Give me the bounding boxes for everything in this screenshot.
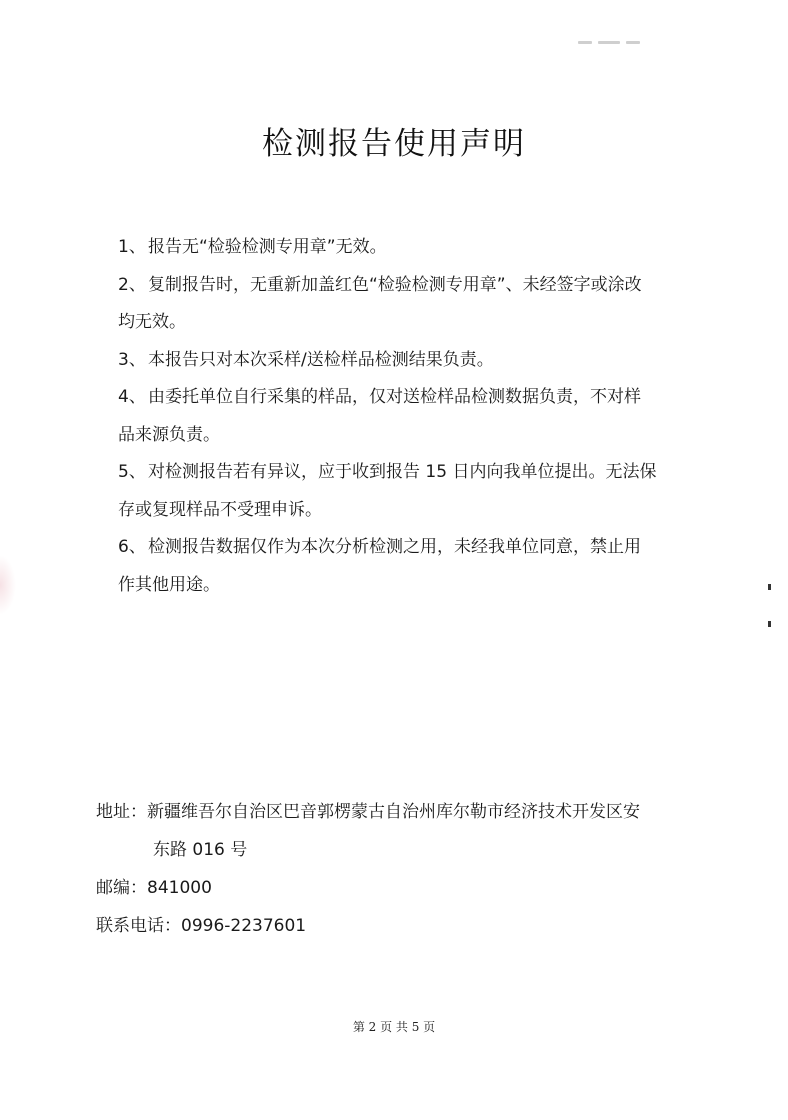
scan-artifact — [598, 41, 620, 44]
clause-continuation — [118, 492, 698, 530]
clause-item — [118, 454, 698, 492]
clause-text: 复制报告时，无重新加盖红色“检验检测专用章”、未经签字或涂改 — [148, 274, 642, 295]
clause-text: 由委托单位自行采集的样品，仅对送检样品检测数据负责，不对样 — [148, 387, 641, 407]
page-number: 第 2 页 共 5 页 — [352, 1020, 436, 1034]
clause-continuation — [118, 567, 698, 605]
clause-number: 4、 — [118, 387, 146, 407]
address-label: 地址： — [96, 802, 147, 822]
clause-text-continued: 存或复现样品不受理申诉。 — [118, 499, 322, 520]
clause-item — [118, 229, 698, 267]
scan-artifact — [626, 41, 640, 44]
clause-text: 检测报告数据仅作为本次分析检测之用，未经我单位同意，禁止用 — [148, 537, 641, 557]
clause-text: 本报告只对本次采样/送检样品检测结果负责。 — [148, 349, 494, 370]
clause-text-continued: 均无效。 — [118, 312, 186, 332]
declaration-list — [118, 229, 698, 604]
phone-number: 联系电话：0996-2237601 — [96, 916, 307, 936]
scan-artifact — [768, 584, 771, 590]
clause-text: 对检测报告若有异议，应于收到报告 15 日内向我单位提出。无法保 — [148, 462, 657, 482]
contact-info — [96, 793, 716, 945]
clause-number: 6、 — [118, 537, 146, 557]
clause-item — [118, 529, 698, 567]
clause-text-continued: 作其他用途。 — [118, 574, 220, 595]
clause-item — [118, 267, 698, 305]
clause-number: 2、 — [118, 274, 146, 295]
address-line-1: 新疆维吾尔自治区巴音郭楞蒙古自治州库尔勒市经济技术开发区安 — [147, 802, 640, 822]
address-line-2: 东路 016 号 — [153, 840, 248, 860]
stamp-edge-mark — [0, 555, 16, 615]
address-row — [96, 793, 716, 831]
clause-continuation — [118, 304, 698, 342]
clause-number: 1、 — [118, 237, 146, 257]
scan-artifact — [768, 621, 771, 627]
page-title: 检测报告使用声明 — [262, 126, 526, 162]
clause-number: 3、 — [118, 349, 146, 370]
clause-text-continued: 品来源负责。 — [118, 424, 220, 445]
postcode: 邮编：841000 — [96, 878, 212, 898]
scan-artifact — [578, 41, 592, 44]
clause-item — [118, 342, 698, 380]
clause-continuation — [118, 417, 698, 455]
clause-text: 报告无“检验检测专用章”无效。 — [148, 237, 387, 257]
clause-item — [118, 379, 698, 417]
clause-number: 5、 — [118, 462, 146, 482]
